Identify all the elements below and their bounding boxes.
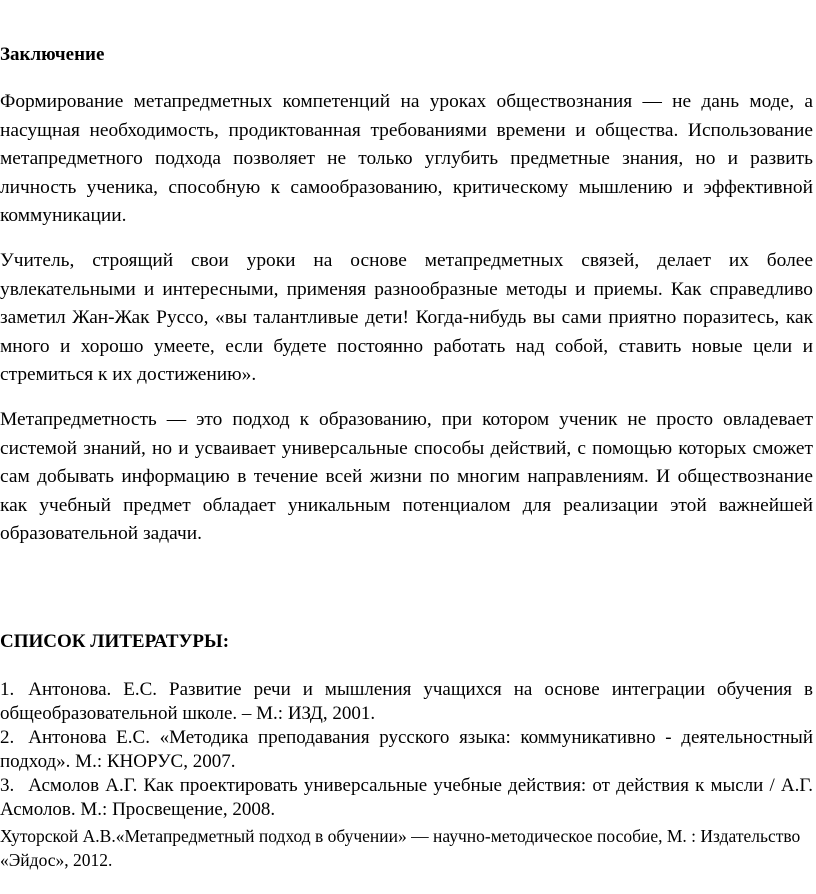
reference-item <box>0 678 813 726</box>
reference-number: 1. <box>0 679 15 700</box>
reference-text: Антонова Е.С. «Методика преподавания русского языка: коммуникативно - деятельностный подход». М.: КНОРУС, 2007. <box>0 727 813 772</box>
conclusion-heading: Заключение <box>0 44 105 65</box>
conclusion-paragraph-1: Формирование метапредметных компетенций на уроках обществознания — не дань моде, а насущная необходимость, продиктованная требованиями времени и общества. Использование метапредметного подхода позволяет не только углубить предметные знания, но и развить личность ученика, способную к самообразованию, критическому мышлению и эффективной коммуникации. <box>0 91 813 227</box>
reference-text: Асмолов А.Г. Как проектировать универсальные учебные действия: от действия к мысли / А.Г. Асмолов. М.: Просвещение, 2008. <box>0 775 813 820</box>
references-heading: СПИСОК ЛИТЕРАТУРЫ: <box>0 631 230 652</box>
reference-text: Антонова. Е.С. Развитие речи и мышления учащихся на основе интеграции обучения в общеобразовательной школе. – М.: ИЗД, 2001. <box>0 679 813 724</box>
reference-item <box>0 726 813 774</box>
conclusion-paragraph-3: Метапредметность — это подход к образованию, при котором ученик не просто овладевает системой знаний, но и усваивает универсальные способы действий, с помощью которых сможет сам добывать информацию в течение всей жизни по многим направлениям. И обществознание как учебный предмет обладает уникальным потенциалом для реализации этой важнейшей образовательной задачи. <box>0 409 813 545</box>
reference-item <box>0 824 813 872</box>
reference-number: 3. <box>0 775 15 796</box>
references-list <box>0 678 813 872</box>
reference-text: Хуторской А.В.«Метапредметный подход в обучении» — научно-методическое пособие, М. : Издательство «Эйдос», 2012. <box>0 826 801 870</box>
reference-number: 2. <box>0 727 15 748</box>
reference-item <box>0 774 813 822</box>
conclusion-paragraph-2: Учитель, строящий свои уроки на основе метапредметных связей, делает их более увлекательными и интересными, применяя разнообразные методы и приемы. Как справедливо заметил Жан-Жак Руссо, «вы талантливые дети! Когда-нибудь вы сами приятно поразитесь, как много и хорошо умеете, если будете постоянно работать над собой, ставить новые цели и стремиться к их достижению». <box>0 250 813 386</box>
